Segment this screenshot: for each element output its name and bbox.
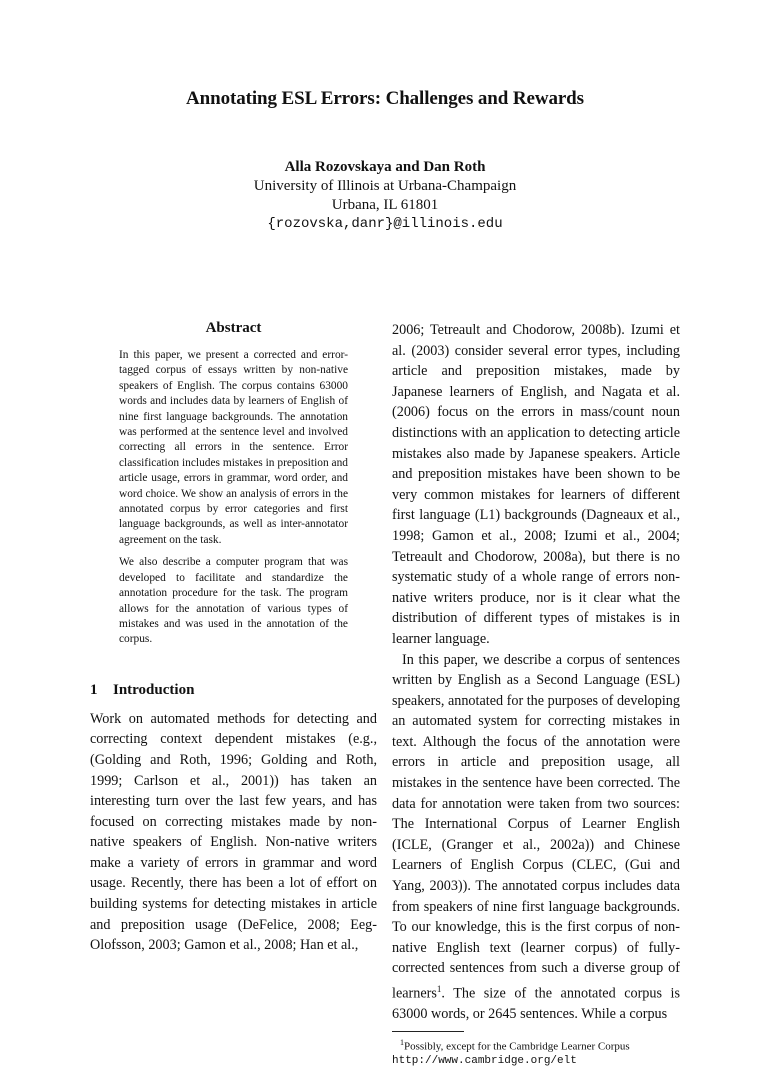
abstract [119, 348, 348, 648]
intro-paragraph-2-text: In this paper, we describe a corpus of sentences written by English as a Second Language (ESL) speakers, annotated for the purposes of developing an automated system for correcting mistakes in text. Although the focus of the annotation were errors in article and preposition usage, all mistakes in the sentence have been corrected. The data for annotation were taken from two sources: The International Corpus of Learner English (ICLE, (Granger et al., 2002a)) and Chinese Learners of English Corpus (CLEC, (Gui and Yang, 2003)). The annotated corpus includes data from speakers of nine first language backgrounds. To our knowledge, this is the first corpus of non-native English text (learner corpus) of fully-corrected sentences from such a diverse group of learners [392, 651, 680, 1002]
affiliation: University of Illinois at Urbana-Champaign [253, 178, 517, 194]
abstract-paragraph-2: We also describe a computer program that was developed to facilitate and standardize the annotation procedure for the task. The program allows for the annotation of various types of mistakes and was used in the annotation of the corpus. [119, 556, 348, 646]
abstract-heading: Abstract [205, 320, 262, 336]
author-block [0, 158, 770, 234]
abstract-paragraph-1: In this paper, we present a corrected and error-tagged corpus of essays written by non-native speakers of English. The corpus contains 63000 words and includes data by learners of English of nine first language backgrounds. The annotation was performed at the sentence level and involved correcting all errors in the sentence. Error classification includes mistakes in preposition and article usage, errors in grammar, word order, and word choice. We show an analysis of errors in the annotated corpus by error categories and first language backgrounds, as well as inter-annotator agreement on the task. [119, 349, 348, 546]
intro-paragraph-1-continued: 2006; Tetreault and Chodorow, 2008b). Izumi et al. (2003) consider several error types, including article and preposition mistakes, made by Japanese learners of English, and Nagata et al. (2006) focus on the errors in mass/count noun distinctions with an application to detecting article mistakes also made by Japanese speakers. Article and preposition mistakes have been shown to be very common mistakes for learners of different first language (L1) backgrounds (Dagneaux et al., 1998; Gamon et al., 2008; Izumi et al., 2004; Tetreault and Chodorow, 2008a), but there is no systematic study of a whole range of errors non-native writers produce, nor is it clear what the distribution of different types of mistakes is in learner language. [392, 322, 680, 647]
intro-paragraph-1: Work on automated methods for detecting and correcting context dependent mistakes (e.g., (Golding and Roth, 1996; Golding and Roth, 1999; Carlson et al., 2001)) has taken an interesting turn over the last few years, and has focused on correcting mistakes made by non-native speakers of English. Non-native writers make a variety of errors in grammar and word usage. Recently, there has been a lot of effort on building systems for detecting mistakes in article and preposition usage (DeFelice, 2008; Eeg-Olofsson, 2003; Gamon et al., 2008; Han et al., [90, 710, 377, 954]
author-email: {rozovska,danr}@illinois.edu [267, 216, 503, 232]
paper-title: Annotating ESL Errors: Challenges and Rewards [186, 88, 584, 109]
footnote-marker: 1 [436, 984, 442, 994]
author-names: Alla Rozovskaya and Dan Roth [284, 159, 486, 175]
section-heading-introduction [90, 682, 377, 699]
intro-paragraph-2-tail: . The size of the annotated corpus is 63000 words, or 2645 sentences. While a corpus [392, 985, 680, 1023]
intro-paragraph-2 [392, 650, 680, 1025]
right-column [392, 320, 680, 1068]
section-title: Introduction [113, 681, 195, 698]
footnote-rule [392, 1031, 464, 1032]
footnote-url[interactable]: http://www.cambridge.org/elt [392, 1054, 577, 1067]
section-number: 1 [90, 681, 98, 698]
left-column [90, 320, 377, 956]
footnote-number: 1 [400, 1037, 404, 1047]
footnote [392, 1036, 680, 1068]
footnote-text: Possibly, except for the Cambridge Learner Corpus [404, 1040, 630, 1053]
location: Urbana, IL 61801 [331, 197, 439, 213]
